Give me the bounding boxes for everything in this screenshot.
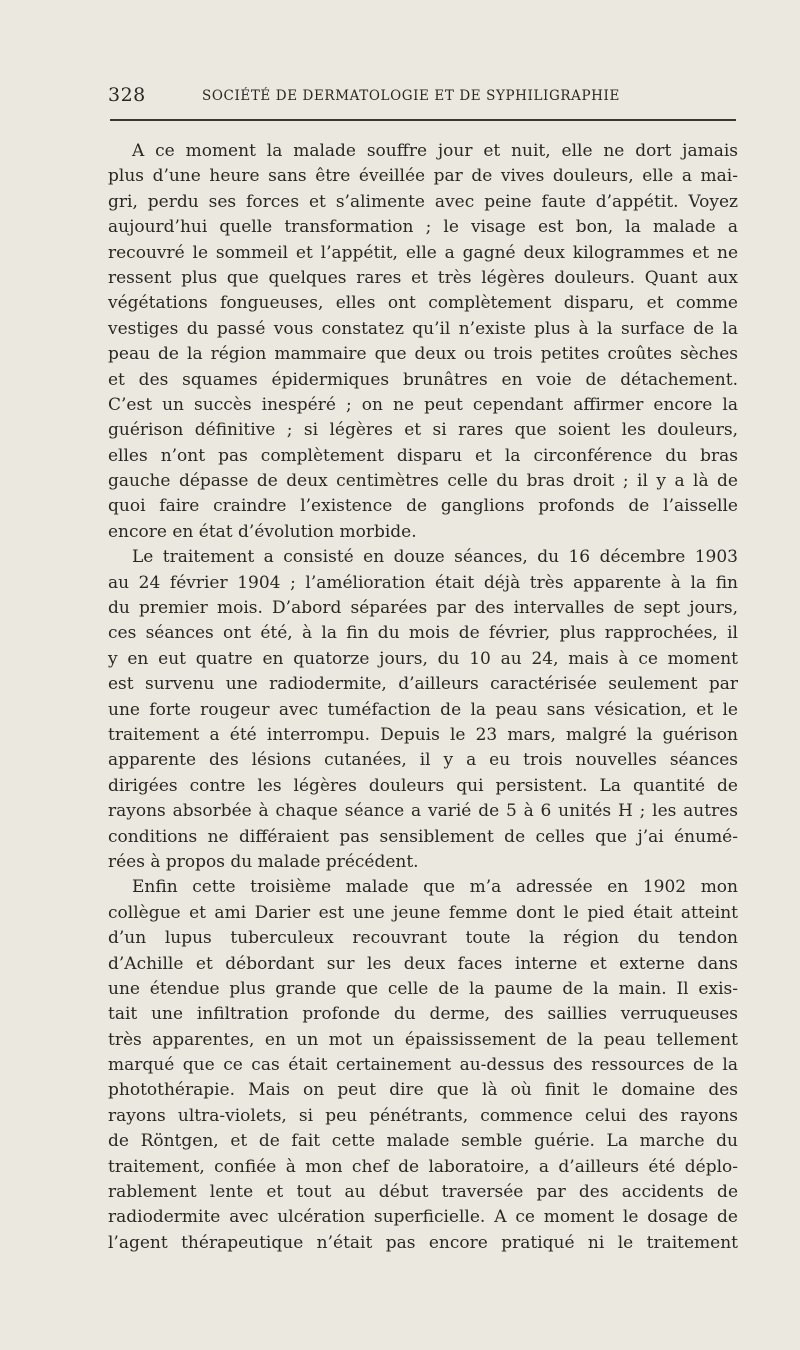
page-header xyxy=(108,84,744,110)
text-line: traitement a été interrompu. Depuis le 23 mars, malgré la guérison xyxy=(108,724,738,745)
text-line: rayons absorbée à chaque séance a varié de 5 à 6 unités H ; les autres xyxy=(108,801,738,822)
text-line: d’un lupus tuberculeux recouvrant toute la région du tendon xyxy=(108,928,738,949)
text-line: au 24 février 1904 ; l’amélioration était déjà très apparente à la fin xyxy=(108,572,738,593)
text-line: Le traitement a consisté en douze séances, du 16 décembre 1903 xyxy=(132,547,738,568)
text-line: y en eut quatre en quatorze jours, du 10 au 24, mais à ce moment xyxy=(108,648,738,669)
text-line: gauche dépasse de deux centimètres celle du bras droit ; il y a là de xyxy=(108,471,738,492)
text-line: et des squames épidermiques brunâtres en voie de détachement. xyxy=(108,369,738,390)
page-number: 328 xyxy=(108,84,146,106)
text-line: collègue et ami Darier est une jeune femme dont le pied était atteint xyxy=(108,902,738,923)
text-line: A ce moment la malade souffre jour et nuit, elle ne dort jamais xyxy=(132,141,738,161)
text-line: Enfin cette troisième malade que m’a adressée en 1902 mon xyxy=(132,877,738,898)
text-line: apparente des lésions cutanées, il y a eu trois nouvelles séances xyxy=(108,750,738,771)
text-line: encore en état d’évolution morbide. xyxy=(108,521,417,542)
text-line: rayons ultra-violets, si peu pénétrants, commence celui des rayons xyxy=(108,1105,738,1126)
text-line: rablement lente et tout au début traversée par des accidents de xyxy=(108,1182,738,1203)
text-line: rées à propos du malade précédent. xyxy=(108,851,419,872)
text-line: une étendue plus grande que celle de la paume de la main. Il exis- xyxy=(108,978,738,999)
text-line: recouvré le sommeil et l’appétit, elle a gagné deux kilogrammes et ne xyxy=(108,242,738,263)
text-line: l’agent thérapeutique n’était pas encore pratiqué ni le traitement xyxy=(108,1232,738,1253)
text-line: très apparentes, en un mot un épaississement de la peau tellement xyxy=(108,1029,738,1050)
text-line: plus d’une heure sans être éveillée par de vives douleurs, elle a mai- xyxy=(108,166,738,187)
text-line: tait une infiltration profonde du derme, des saillies verruqueuses xyxy=(108,1004,738,1025)
text-line: vestiges du passé vous constatez qu’il n’existe plus à la surface de la xyxy=(108,318,738,339)
text-line: aujourd’hui quelle transformation ; le visage est bon, la malade a xyxy=(108,217,738,238)
text-line: ces séances ont été, à la fin du mois de février, plus rapprochées, il xyxy=(108,623,738,644)
text-line: guérison définitive ; si légères et si rares que soient les douleurs, xyxy=(108,420,738,441)
text-line: elles n’ont pas complètement disparu et la circonférence du bras xyxy=(108,445,738,466)
text-line: dirigées contre les légères douleurs qui persistent. La quantité de xyxy=(108,775,738,796)
body-text xyxy=(108,139,738,1256)
text-line: d’Achille et débordant sur les deux faces interne et externe dans xyxy=(108,953,738,974)
text-line: une forte rougeur avec tuméfaction de la peau sans vésication, et le xyxy=(108,699,738,720)
text-line: gri, perdu ses forces et s’alimente avec peine faute d’appétit. Voyez xyxy=(108,191,738,212)
text-line: quoi faire craindre l’existence de ganglions profonds de l’aisselle xyxy=(108,496,738,517)
text-line: marqué que ce cas était certainement au-dessus des ressources de la xyxy=(108,1055,738,1076)
text-line: conditions ne différaient pas sensiblement de celles que j’ai énumé- xyxy=(108,826,738,847)
text-line: photothérapie. Mais on peut dire que là où finit le domaine des xyxy=(108,1080,738,1101)
text-line: de Röntgen, et de fait cette malade semble guérie. La marche du xyxy=(108,1131,738,1152)
text-line: végétations fongueuses, elles ont complètement disparu, et comme xyxy=(108,293,738,314)
text-line: peau de la région mammaire que deux ou trois petites croûtes sèches xyxy=(108,344,738,365)
text-line: du premier mois. D’abord séparées par des intervalles de sept jours, xyxy=(108,598,738,619)
text-line: C’est un succès inespéré ; on ne peut cependant affirmer encore la xyxy=(108,394,738,415)
text-line: radiodermite avec ulcération superficielle. A ce moment le dosage de xyxy=(108,1207,738,1228)
running-title: SOCIÉTÉ DE DERMATOLOGIE ET DE SYPHILIGRAPHIE xyxy=(202,88,620,104)
text-line: traitement, confiée à mon chef de laboratoire, a d’ailleurs été déplo- xyxy=(108,1156,738,1177)
text-line: est survenu une radiodermite, d’ailleurs caractérisée seulement par xyxy=(108,674,738,695)
header-rule xyxy=(110,119,736,121)
text-line: ressent plus que quelques rares et très légères douleurs. Quant aux xyxy=(108,267,738,288)
